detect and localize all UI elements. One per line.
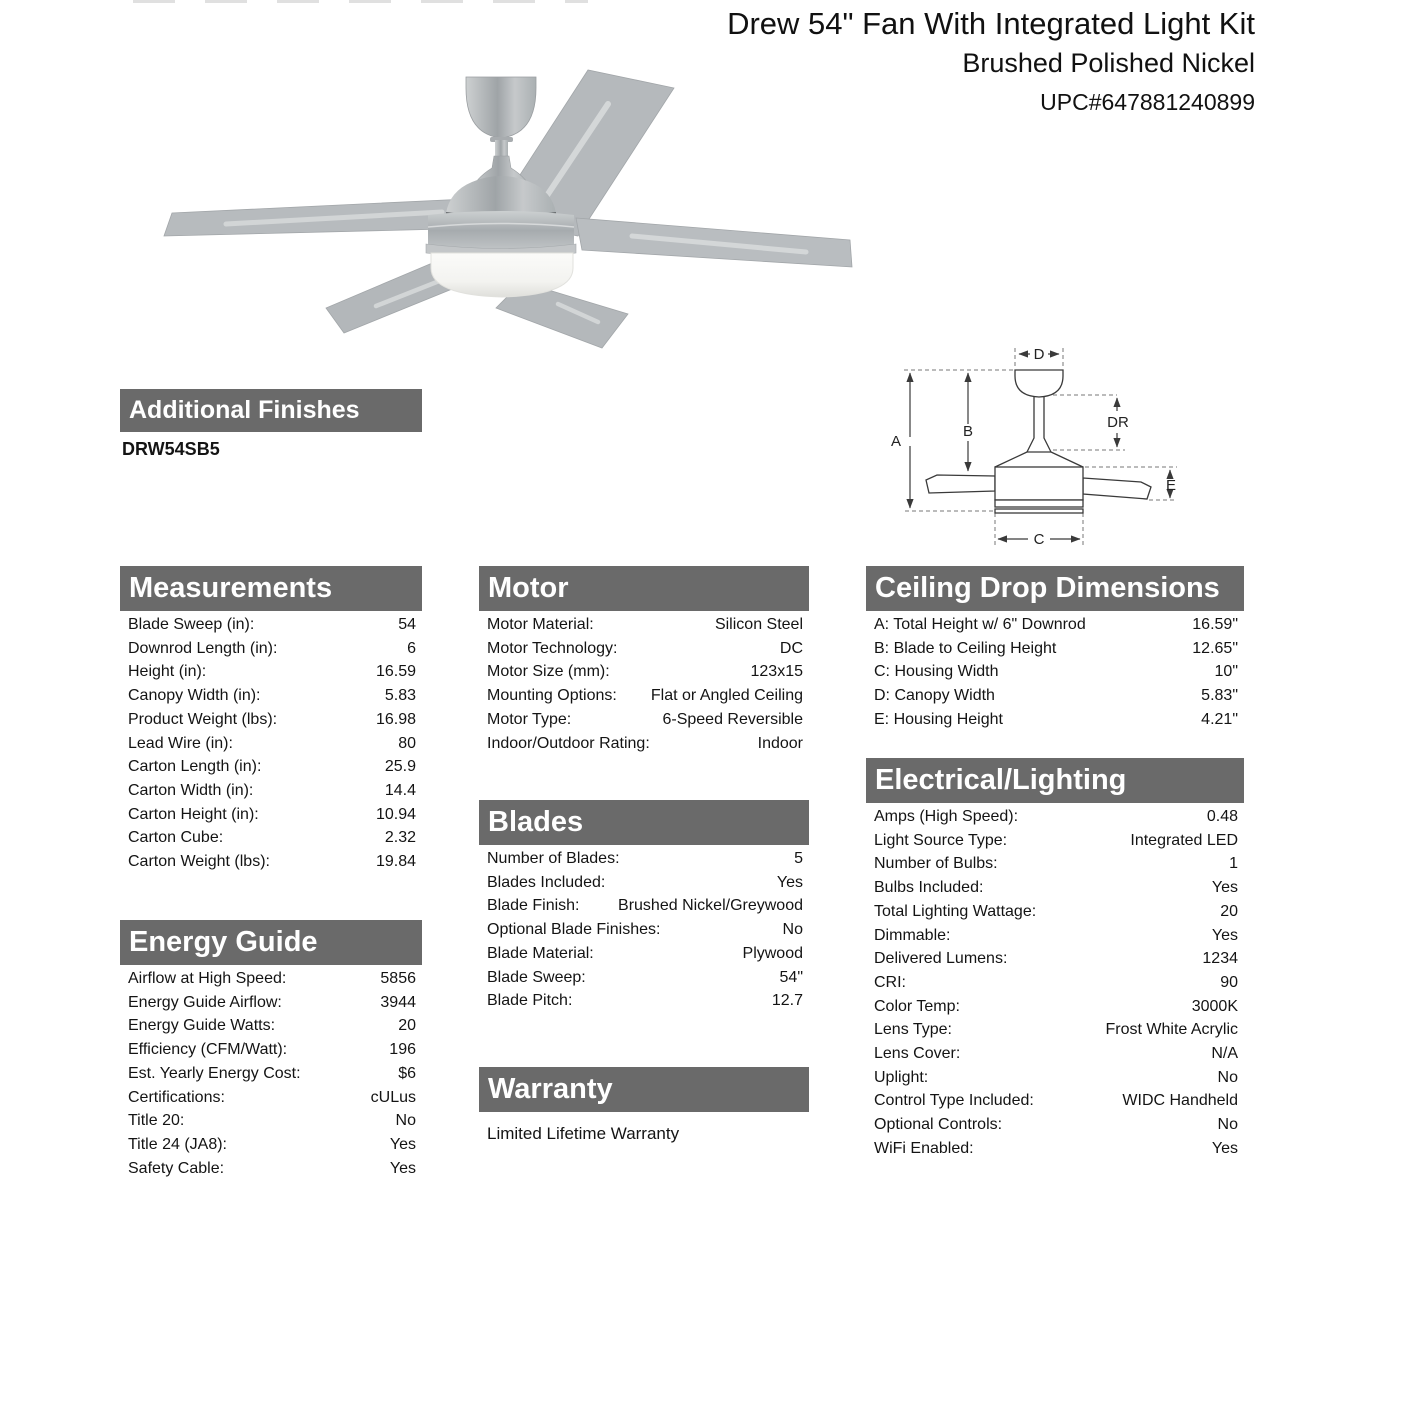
spec-row: [866, 1113, 1244, 1137]
spec-row: [866, 876, 1244, 900]
spec-value: 19.84: [375, 853, 416, 871]
product-finish: Brushed Polished Nickel: [962, 48, 1255, 78]
spec-value: 14.4: [384, 781, 416, 799]
spec-row: [479, 637, 809, 661]
spec-row: [866, 684, 1244, 708]
spec-rows: [866, 805, 1244, 1161]
section-energy-guide: [120, 920, 422, 1180]
spec-row: [866, 708, 1244, 732]
section-ceiling-drop-dimensions: [866, 566, 1244, 732]
spec-row: [120, 1157, 422, 1181]
spec-label: D: Canopy Width: [874, 687, 995, 705]
spec-row: [120, 1062, 422, 1086]
spec-value: 2.32: [384, 829, 416, 847]
spec-value: 5: [794, 850, 803, 867]
spec-label: E: Housing Height: [874, 710, 1003, 728]
spec-value: 80: [398, 734, 416, 752]
spec-value: WIDC Handheld: [1122, 1092, 1238, 1110]
spec-label: B: Blade to Ceiling Height: [874, 639, 1057, 657]
spec-value: 4.21": [1201, 710, 1238, 728]
spec-value: $6: [398, 1064, 416, 1082]
section-header: Measurements: [120, 566, 422, 611]
spec-value: 6: [407, 639, 416, 657]
spec-value: Yes: [389, 1135, 416, 1153]
spec-label: Lead Wire (in):: [128, 734, 233, 752]
spec-value: Yes: [1211, 879, 1238, 897]
spec-label: Delivered Lumens:: [874, 950, 1008, 968]
spec-row: [479, 942, 809, 966]
spec-label: Energy Guide Watts:: [128, 1017, 276, 1035]
spec-row: [479, 894, 809, 918]
spec-row: [120, 1109, 422, 1133]
spec-label: Blade Sweep (in):: [128, 616, 255, 633]
spec-row: [120, 1014, 422, 1038]
spec-label: Mounting Options:: [487, 687, 617, 705]
spec-label: Light Source Type:: [874, 831, 1008, 849]
section-motor: [479, 566, 809, 755]
fan-light-kit: [431, 253, 573, 297]
spec-label: Motor Technology:: [487, 639, 618, 657]
spec-row: [479, 966, 809, 990]
spec-label: Motor Material:: [487, 616, 594, 633]
spec-value: Plywood: [742, 944, 803, 962]
spec-label: Product Weight (lbs):: [128, 710, 278, 728]
spec-label: C: Housing Width: [874, 663, 999, 681]
spec-rows: [866, 613, 1244, 732]
spec-value: 0.48: [1206, 808, 1238, 825]
spec-label: Amps (High Speed):: [874, 808, 1019, 825]
spec-value: 3944: [380, 993, 416, 1011]
spec-value: 20: [1220, 902, 1238, 920]
spec-row: [866, 1089, 1244, 1113]
spec-row: [866, 660, 1244, 684]
label-a: A: [890, 433, 902, 450]
spec-label: CRI:: [874, 973, 906, 991]
spec-row: [866, 1137, 1244, 1161]
spec-row: [866, 900, 1244, 924]
spec-value: 196: [389, 1041, 416, 1059]
spec-value: DC: [779, 639, 803, 657]
spec-label: Motor Type:: [487, 710, 572, 728]
section-header: Energy Guide: [120, 920, 422, 965]
spec-value: No: [782, 921, 803, 939]
spec-value: 1: [1229, 855, 1238, 873]
spec-label: Carton Weight (lbs):: [128, 853, 270, 871]
spec-value: 16.59": [1192, 616, 1238, 633]
spec-label: Est. Yearly Energy Cost:: [128, 1064, 301, 1082]
section-blades: [479, 800, 809, 1013]
spec-row: [866, 1018, 1244, 1042]
spec-value: cULus: [370, 1088, 416, 1106]
spec-value: Yes: [1211, 926, 1238, 944]
spec-row: [479, 918, 809, 942]
spec-row: [866, 971, 1244, 995]
spec-value: 90: [1220, 973, 1238, 991]
spec-value: Integrated LED: [1130, 831, 1238, 849]
dimension-diagram: [880, 340, 1210, 560]
spec-value: 12.65": [1192, 639, 1238, 657]
spec-label: Blade Pitch:: [487, 992, 573, 1010]
spec-value: 54: [398, 616, 416, 633]
spec-value: 10": [1214, 663, 1238, 681]
section-measurements: [120, 566, 422, 874]
spec-row: [866, 613, 1244, 637]
spec-row: [120, 803, 422, 827]
spec-value: No: [1217, 1068, 1238, 1086]
spec-label: Title 20:: [128, 1112, 185, 1130]
spec-label: Uplight:: [874, 1068, 929, 1086]
spec-label: Carton Width (in):: [128, 781, 254, 799]
spec-label: Optional Controls:: [874, 1116, 1003, 1134]
spec-label: Carton Cube:: [128, 829, 224, 847]
spec-label: Lens Cover:: [874, 1045, 961, 1063]
label-c: C: [1033, 531, 1045, 548]
product-upc: UPC#647881240899: [1040, 89, 1255, 115]
spec-row: [866, 805, 1244, 829]
spec-label: Number of Bulbs:: [874, 855, 998, 873]
cropped-header-text-fragment: [133, 0, 588, 3]
spec-label: Safety Cable:: [128, 1159, 225, 1177]
spec-row: [120, 755, 422, 779]
spec-row: [479, 708, 809, 732]
label-d: D: [1033, 346, 1045, 363]
spec-row: [120, 732, 422, 756]
spec-rows: [479, 613, 809, 755]
spec-label: WiFi Enabled:: [874, 1139, 974, 1157]
spec-row: [479, 684, 809, 708]
spec-label: Blade Finish:: [487, 897, 580, 915]
spec-value: 10.94: [375, 805, 416, 823]
section-electrical-lighting: [866, 758, 1244, 1161]
spec-row: [479, 871, 809, 895]
spec-value: 16.98: [375, 710, 416, 728]
spec-label: Dimmable:: [874, 926, 951, 944]
spec-value: Silicon Steel: [714, 616, 803, 633]
product-photo: [150, 50, 870, 360]
spec-label: Number of Blades:: [487, 850, 620, 867]
spec-value: 54": [779, 968, 803, 986]
spec-row: [120, 613, 422, 637]
warranty-note: Limited Lifetime Warranty: [487, 1124, 680, 1143]
spec-label: Energy Guide Airflow:: [128, 993, 282, 1011]
spec-row: [866, 1066, 1244, 1090]
label-b: B: [962, 423, 974, 440]
spec-label: Carton Length (in):: [128, 758, 262, 776]
spec-value: 5856: [380, 970, 416, 987]
spec-value: 12.7: [771, 992, 803, 1010]
spec-label: Efficiency (CFM/Watt):: [128, 1041, 288, 1059]
spec-label: Downrod Length (in):: [128, 639, 278, 657]
spec-row: [120, 637, 422, 661]
spec-value: 1234: [1202, 950, 1238, 968]
spec-label: Height (in):: [128, 663, 207, 681]
spec-row: [120, 826, 422, 850]
sku-code: DRW54SB5: [122, 439, 220, 459]
spec-value: 3000K: [1191, 997, 1238, 1015]
spec-label: Indoor/Outdoor Rating:: [487, 734, 650, 752]
spec-row: [479, 660, 809, 684]
spec-label: Motor Size (mm):: [487, 663, 610, 681]
spec-rows: [479, 847, 809, 1013]
spec-label: Total Lighting Wattage:: [874, 902, 1037, 920]
spec-label: Blades Included:: [487, 873, 606, 891]
spec-label: Blade Material:: [487, 944, 594, 962]
spec-row: [479, 613, 809, 637]
spec-row: [479, 847, 809, 871]
spec-value: No: [1217, 1116, 1238, 1134]
section-header: Warranty: [479, 1067, 809, 1112]
spec-label: A: Total Height w/ 6" Downrod: [874, 616, 1086, 633]
spec-row: [866, 924, 1244, 948]
spec-label: Lens Type:: [874, 1021, 952, 1039]
spec-row: [120, 1038, 422, 1062]
spec-row: [120, 991, 422, 1015]
spec-row: [866, 947, 1244, 971]
spec-label: Certifications:: [128, 1088, 225, 1106]
section-header: Electrical/Lighting: [866, 758, 1244, 803]
spec-label: Canopy Width (in):: [128, 687, 261, 705]
spec-label: Color Temp:: [874, 997, 960, 1015]
spec-row: [120, 850, 422, 874]
spec-label: Title 24 (JA8):: [128, 1135, 227, 1153]
spec-value: 16.59: [375, 663, 416, 681]
spec-row: [120, 684, 422, 708]
label-dr: DR: [1107, 414, 1129, 431]
product-title: Drew 54" Fan With Integrated Light Kit: [727, 6, 1255, 41]
spec-label: Control Type Included:: [874, 1092, 1034, 1110]
section-header: Motor: [479, 566, 809, 611]
label-e: E: [1165, 477, 1177, 494]
spec-label: Bulbs Included:: [874, 879, 984, 897]
spec-value: Indoor: [757, 734, 803, 752]
spec-value: Yes: [776, 873, 803, 891]
spec-value: 123x15: [750, 663, 803, 681]
spec-row: [120, 967, 422, 991]
spec-value: Yes: [1211, 1139, 1238, 1157]
spec-rows: [120, 967, 422, 1180]
section-header: Ceiling Drop Dimensions: [866, 566, 1244, 611]
section-header: Blades: [479, 800, 809, 845]
spec-value: 5.83: [384, 687, 416, 705]
spec-row: [866, 637, 1244, 661]
spec-row: [866, 1042, 1244, 1066]
spec-value: Flat or Angled Ceiling: [650, 687, 803, 705]
spec-row: [120, 1086, 422, 1110]
spec-value: 20: [398, 1017, 416, 1035]
spec-value: Brushed Nickel/Greywood: [618, 897, 803, 915]
spec-label: Optional Blade Finishes:: [487, 921, 661, 939]
spec-row: [866, 852, 1244, 876]
spec-value: N/A: [1211, 1045, 1238, 1063]
spec-row: [120, 660, 422, 684]
section-additional-finishes: [120, 389, 422, 460]
spec-row: [120, 779, 422, 803]
spec-value: 25.9: [384, 758, 416, 776]
spec-value: 6-Speed Reversible: [662, 710, 803, 728]
spec-value: Yes: [389, 1159, 416, 1177]
spec-row: [120, 1133, 422, 1157]
spec-row: [866, 995, 1244, 1019]
spec-value: 5.83": [1201, 687, 1238, 705]
spec-row: [479, 989, 809, 1013]
spec-row: [479, 732, 809, 756]
section-header: Additional Finishes: [120, 389, 422, 432]
spec-row: [866, 829, 1244, 853]
spec-rows: [120, 613, 422, 874]
section-warranty: [479, 1067, 809, 1144]
spec-value: No: [395, 1112, 416, 1130]
spec-row: [120, 708, 422, 732]
spec-label: Blade Sweep:: [487, 968, 586, 986]
spec-label: Airflow at High Speed:: [128, 970, 287, 987]
spec-label: Carton Height (in):: [128, 805, 259, 823]
spec-value: Frost White Acrylic: [1105, 1021, 1238, 1039]
